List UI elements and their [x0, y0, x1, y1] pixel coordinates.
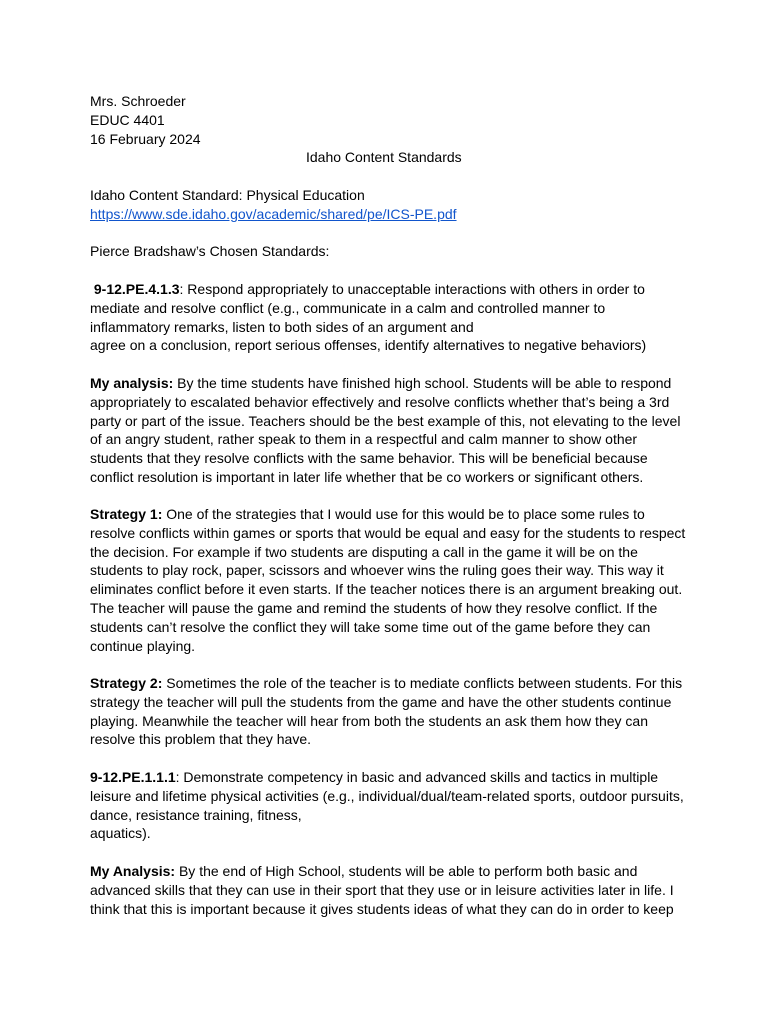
header-block — [90, 92, 690, 148]
standard-1-line: agree on a conclusion, report serious offenses, identify alternatives to negative behaviors) — [90, 337, 647, 354]
strategy-1-line: students to play rock, paper, scissors and whoever wins the ruling goes their way. This way it — [90, 562, 664, 579]
strategy-1-line: students can’t resolve the conflict they will take some time out of the game before they can — [90, 618, 651, 635]
analysis-2-line: think that this is important because it gives students ideas of what they can do in order to keep — [90, 900, 674, 917]
strategy-1-line: The teacher will pause the game and remind the students of how they resolve conflict. If the — [90, 599, 658, 616]
analysis-2-line — [90, 862, 690, 881]
analysis-1-line: party or part of the issue. Teachers should be the best example of this, not elevating to the level — [90, 412, 681, 429]
standard-1-line — [90, 280, 690, 299]
strategy-1-line: resolve conflicts within games or sports that would be equal and easy for the students to respect — [90, 524, 686, 541]
teacher-name: Mrs. Schroeder — [90, 93, 186, 109]
standard-2-line: leisure and lifetime physical activities (e.g., individual/dual/team-related sports, outdoor pursuits, — [90, 787, 684, 804]
course-code: EDUC 4401 — [90, 111, 165, 128]
strategy-1-label: Strategy 1: — [90, 506, 163, 522]
standard-2-code: 9-12.PE.1.1.1 — [90, 769, 176, 785]
analysis-1-block — [90, 374, 690, 487]
standard-1-text: : Respond appropriately to unacceptable interactions with others in order to — [179, 281, 645, 297]
standard-2-line — [90, 768, 690, 787]
strategy-2-line — [90, 674, 690, 693]
chosen-standards-heading: Pierce Bradshaw’s Chosen Standards: — [90, 243, 330, 259]
standard-1-line: inflammatory remarks, listen to both sides of an argument and — [90, 318, 474, 335]
analysis-1-line: conflict resolution is important in later life whether that be co workers or significant others. — [90, 468, 644, 485]
document-title: Idaho Content Standards — [306, 149, 462, 165]
standard-1-line: mediate and resolve conflict (e.g., communicate in a calm and controlled manner to — [90, 299, 606, 316]
strategy-2-block — [90, 674, 690, 749]
strategy-1-block — [90, 505, 690, 655]
standard-2-line: aquatics). — [90, 825, 151, 842]
source-block — [90, 186, 690, 224]
source-link[interactable]: https://www.sde.idaho.gov/academic/shared/pe/ICS-PE.pdf — [90, 205, 457, 222]
analysis-2-line: advanced skills that they can use in their sport that they use or in leisure activities later in life. I — [90, 881, 674, 898]
strategy-2-line: strategy the teacher will pull the students from the game and have the other students continue — [90, 693, 672, 710]
strategy-1-text: One of the strategies that I would use for this would be to place some rules to — [162, 506, 645, 522]
strategy-2-line: resolve this problem that they have. — [90, 731, 312, 748]
analysis-1-text: By the time students have finished high school. Students will be able to respond — [173, 375, 672, 391]
analysis-2-text: By the end of High School, students will be able to perform both basic and — [175, 863, 638, 879]
strategy-2-line: playing. Meanwhile the teacher will hear from both the students an ask them how they can — [90, 712, 648, 729]
standard-1-code: 9-12.PE.4.1.3 — [93, 281, 180, 297]
standard-1-block — [90, 280, 690, 355]
analysis-1-line — [90, 374, 690, 393]
document-date: 16 February 2024 — [90, 130, 201, 147]
analysis-2-label: My Analysis: — [90, 863, 176, 879]
analysis-2-block — [90, 862, 690, 918]
standard-2-block — [90, 768, 690, 843]
standard-2-text: : Demonstrate competency in basic and advanced skills and tactics in multiple — [175, 769, 659, 785]
strategy-1-line: the decision. For example if two students are disputing a call in the game it will be on the — [90, 543, 638, 560]
strategy-1-line: eliminates conflict before it even starts. If the teacher notices there is an argument breaking out. — [90, 581, 683, 598]
analysis-1-label: My analysis: — [90, 375, 174, 391]
analysis-1-line: of an angry student, rather speak to them in a respectful and calm manner to show other — [90, 431, 638, 448]
analysis-1-line: students that they resolve conflicts with the same behavior. This will be beneficial because — [90, 450, 648, 467]
strategy-2-label: Strategy 2: — [90, 675, 163, 691]
strategy-2-text: Sometimes the role of the teacher is to mediate conflicts between students. For this — [162, 675, 683, 691]
source-label: Idaho Content Standard: Physical Education — [90, 187, 365, 203]
analysis-1-line: appropriately to escalated behavior effectively and resolve conflicts whether that’s being a 3rd — [90, 393, 670, 410]
strategy-1-line — [90, 505, 690, 524]
standard-2-line: dance, resistance training, fitness, — [90, 806, 302, 823]
strategy-1-line: continue playing. — [90, 637, 196, 654]
